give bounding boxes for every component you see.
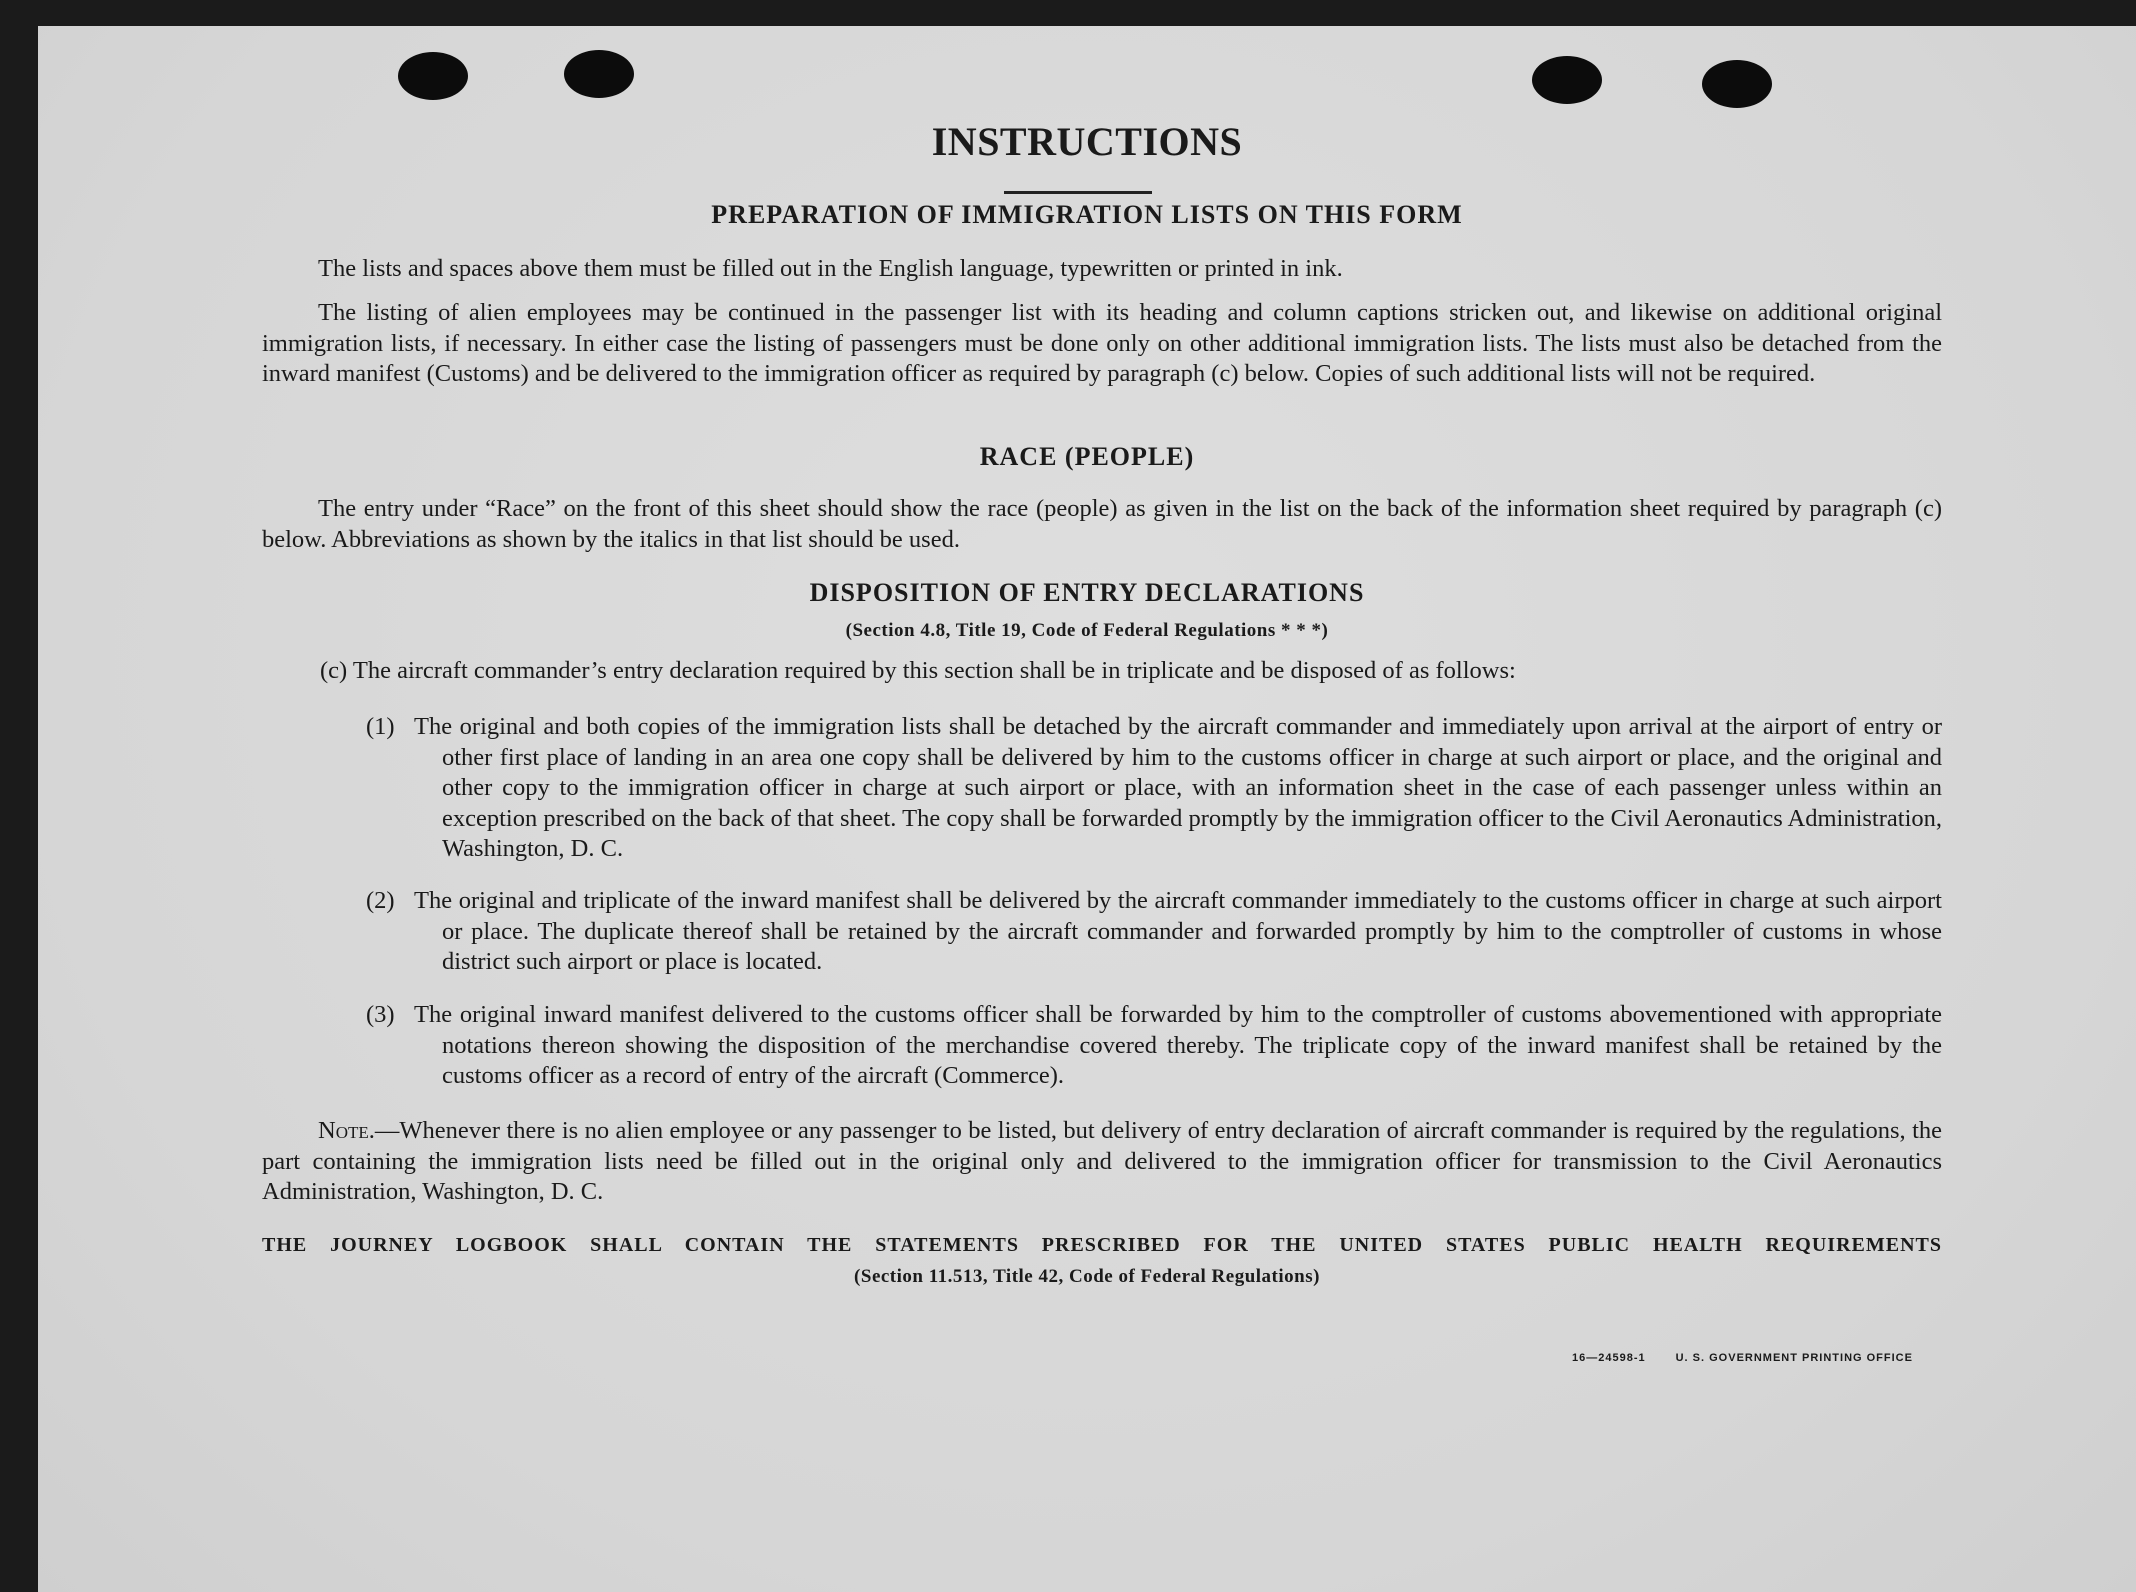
form-number: 16—24598-1 [1572, 1352, 1646, 1364]
note-text: —Whenever there is no alien employee or any passenger to be listed, but delivery of entry declaration of aircraft commander is required by the regulations, the part containing the immigration lists need be filled out in the original only and delivered to the immigration officer for transmission to the Civil Aeronautics Administration, Washington, D. C. [262, 1117, 1942, 1205]
punch-hole-4 [1702, 60, 1772, 108]
punch-hole-1 [398, 52, 468, 100]
note-paragraph [262, 1116, 1942, 1208]
preparation-paragraph-1: The lists and spaces above them must be filled out in the English language, typewritten or printed in ink. [318, 255, 1343, 282]
item-number: (2) [366, 887, 395, 914]
section-heading-preparation: PREPARATION OF IMMIGRATION LISTS ON THIS FORM [711, 200, 1463, 229]
logbook-citation: (Section 11.513, Title 42, Code of Federal Regulations) [854, 1266, 1320, 1287]
punch-hole-2 [564, 50, 634, 98]
race-paragraph: The entry under “Race” on the front of this sheet should show the race (people) as given in the list on the back of the information sheet required by paragraph (c) below. Abbreviations as shown by the italics in that list should be used. [262, 495, 1942, 553]
document-sheet [38, 26, 2136, 1592]
preparation-paragraph-2: The listing of alien employees may be continued in the passenger list with its heading and column captions stricken out, and likewise on additional original immigration lists, if necessary. In either case the listing of passengers must be done only on other additional immigration lists. The lists must also be detached from the inward manifest (Customs) and be delivered to the immigration officer as required by paragraph (c) below. Copies of such additional lists will not be required. [262, 299, 1942, 387]
item-text: The original and both copies of the immigration lists shall be detached by the aircraft commander and immediately upon arrival at the airport of entry or other first place of landing in an area one copy shall be delivered by him to the customs officer in charge at such airport or place, and the original and other copy to the immigration officer in charge at such airport or place, with an information sheet in the case of each passenger unless within an exception prescribed on the back of that sheet. The copy shall be forwarded promptly by the immigration officer to the Civil Aeronautics Administration, Washington, D. C. [414, 713, 1943, 862]
logbook-statement: THE JOURNEY LOGBOOK SHALL CONTAIN THE STATEMENTS PRESCRIBED FOR THE UNITED STATES PUBLIC HEALTH REQUIREMENTS [262, 1234, 1942, 1256]
disposition-item-1 [366, 712, 1942, 865]
footer-imprint [1572, 1352, 1943, 1364]
disposition-intro: (c) The aircraft commander’s entry declaration required by this section shall be in triplicate and be disposed of as follows: [320, 657, 1516, 684]
item-text: The original inward manifest delivered to the customs officer shall be forwarded by him to the comptroller of customs abovementioned with appropriate notations thereon showing the disposition of the merchandise covered thereby. The triplicate copy of the inward manifest shall be retained by the customs officer as a record of entry of the aircraft (Commerce). [414, 1001, 1942, 1089]
note-label: Note. [318, 1117, 375, 1144]
disposition-item-2 [366, 886, 1942, 978]
disposition-citation: (Section 4.8, Title 19, Code of Federal Regulations * * *) [845, 620, 1329, 641]
item-text: The original and triplicate of the inward manifest shall be delivered by the aircraft commander immediately to the customs officer in charge at such airport or place. The duplicate thereof shall be retained by the aircraft commander and forwarded promptly by him to the comptroller of customs in whose district such airport or place is located. [414, 887, 1942, 975]
section-heading-race: RACE (PEOPLE) [979, 442, 1195, 471]
title-rule [1004, 191, 1152, 194]
printer-name: U. S. GOVERNMENT PRINTING OFFICE [1675, 1352, 1913, 1364]
punch-hole-3 [1532, 56, 1602, 104]
item-number: (1) [366, 713, 395, 740]
disposition-item-3 [366, 1000, 1942, 1092]
section-heading-disposition: DISPOSITION OF ENTRY DECLARATIONS [809, 578, 1365, 607]
item-number: (3) [366, 1001, 395, 1028]
page-title: INSTRUCTIONS [931, 119, 1243, 164]
